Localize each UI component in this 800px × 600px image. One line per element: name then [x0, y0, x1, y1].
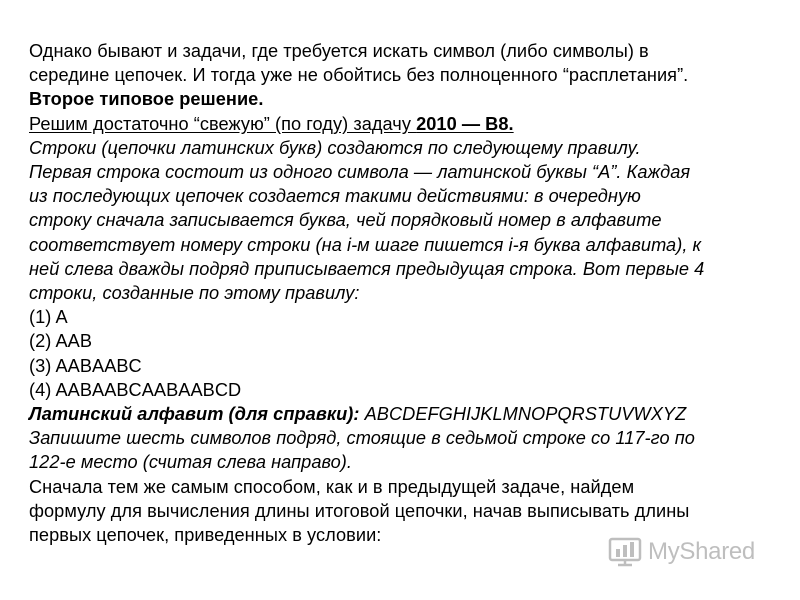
alphabet-line	[29, 402, 774, 426]
task-body-line: ней слева дважды подряд приписывается предыдущая строка. Вот первые 4	[29, 258, 705, 279]
task-intro-text: Решим достаточно “свежую” (по году) задачу	[29, 113, 417, 134]
watermark-text: MyShared	[648, 538, 755, 565]
section-heading: Второе типовое решение.	[29, 89, 264, 110]
intro-line-2: середине цепочек. И тогда уже не обойтись без полноценного “расплетания”.	[29, 65, 689, 86]
solution-line: формулу для вычисления длины итоговой цепочки, начав выписывать длины	[29, 500, 690, 521]
task-body-line: Первая строка состоит из одного символа — латинской буквы “А”. Каждая	[29, 162, 691, 183]
task-id: 2010 — B8.	[416, 113, 514, 134]
task-body-line: строку сначала записывается буква, чей порядковый номер в алфавите	[29, 210, 662, 231]
myshared-logo-icon	[608, 537, 642, 567]
task-body-line: Строки (цепочки латинских букв) создаются по следующему правилу.	[29, 137, 641, 158]
example-line: (1) A	[29, 307, 68, 328]
solution-line: Сначала тем же самым способом, как и в предыдущей задаче, найдем	[29, 476, 635, 497]
question-line: 122-е место (считая слева направо).	[29, 452, 353, 473]
task-body-line: из последующих цепочек создается такими действиями: в очередную	[29, 186, 641, 207]
example-line: (2) AAB	[29, 331, 93, 352]
task-intro-line	[29, 112, 774, 136]
alphabet-value: ABCDEFGHIJKLMNOPQRSTUVWXYZ	[359, 404, 687, 425]
alphabet-label: Латинский алфавит (для справки):	[29, 404, 360, 425]
intro-line-1: Однако бывают и задачи, где требуется искать символ (либо символы) в	[29, 41, 649, 61]
example-line: (4) AABAABCAABAABCD	[29, 379, 242, 400]
question-line: Запишите шесть символов подряд, стоящие в седьмой строке со 117-го по	[29, 428, 695, 449]
solution-line: первых цепочек, приведенных в условии:	[29, 525, 382, 546]
example-line: (3) AABAABC	[29, 355, 142, 376]
task-body-line: строки, созданные по этому правилу:	[29, 283, 360, 304]
document-text	[29, 39, 774, 547]
task-body-line: соответствует номеру строки (на i-м шаге пишется i-я буква алфавита), к	[29, 234, 702, 255]
myshared-watermark	[608, 535, 768, 569]
